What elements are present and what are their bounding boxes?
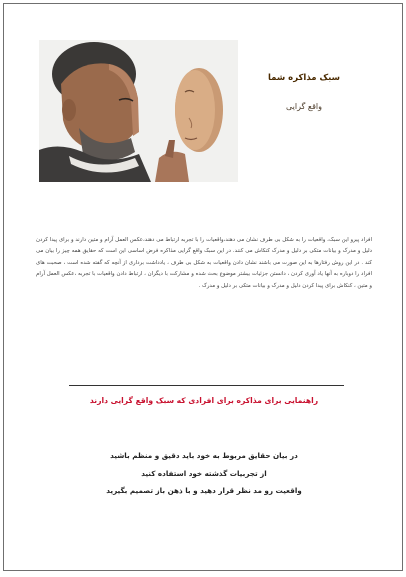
guide-heading: راهنمایی برای مذاکره برای افرادی که سبک واقع گرایی دارند [89,396,319,405]
document-page [3,3,403,571]
section-divider [69,385,344,386]
page-subtitle: واقع گرایی [285,102,323,111]
tip-item: از تجربیات گذشته خود استفاده کنید [141,468,267,478]
tip-item: واقعیت رو مد نظر قرار دهید و با ذهن باز تصمیم بگیرید [106,486,302,495]
body-paragraph: افراد پیرو این سبک، واقعیات را به شکل بی طرف نشان می دهند،واقعیات را با تجربه ارتباط می دهند،عکس العمل آرام و متین دارند و برای پیدا کردن دلیل و مدرک و بیانات متکی بر دلیل و مدرک کنکاش می کنند. در این سبک واقع گرایی مذاکره فرض اساسی این است که حقایق همه چیز را بیان می کند . در این روش رفتارها به این صورت می باشند نشان دادن واقعیات به شکل بی طرف ، یادداشت برداری از آنچه که گفته شده است ، صحبت های افراد را دوباره به آنها یاد آوری کردن ، دانستن جزئیات بیشتر موضوع بحث شده و مشارکت با دیگران ، ارتباط دادن واقعیات با تجربه ،عکس العمل آرام و متین ، کنکاش برای پیدا کردن دلیل و مدرک و بیانات متکی بر دلیل و مدرک . [36,237,372,289]
tips-list [44,447,364,500]
page-title: سبک مذاکره شما [267,73,341,83]
man-holding-mask-photo [39,40,238,182]
tip-item: در بیان حقایق مربوط به خود باید دقیق و منظم باشید [110,451,298,460]
